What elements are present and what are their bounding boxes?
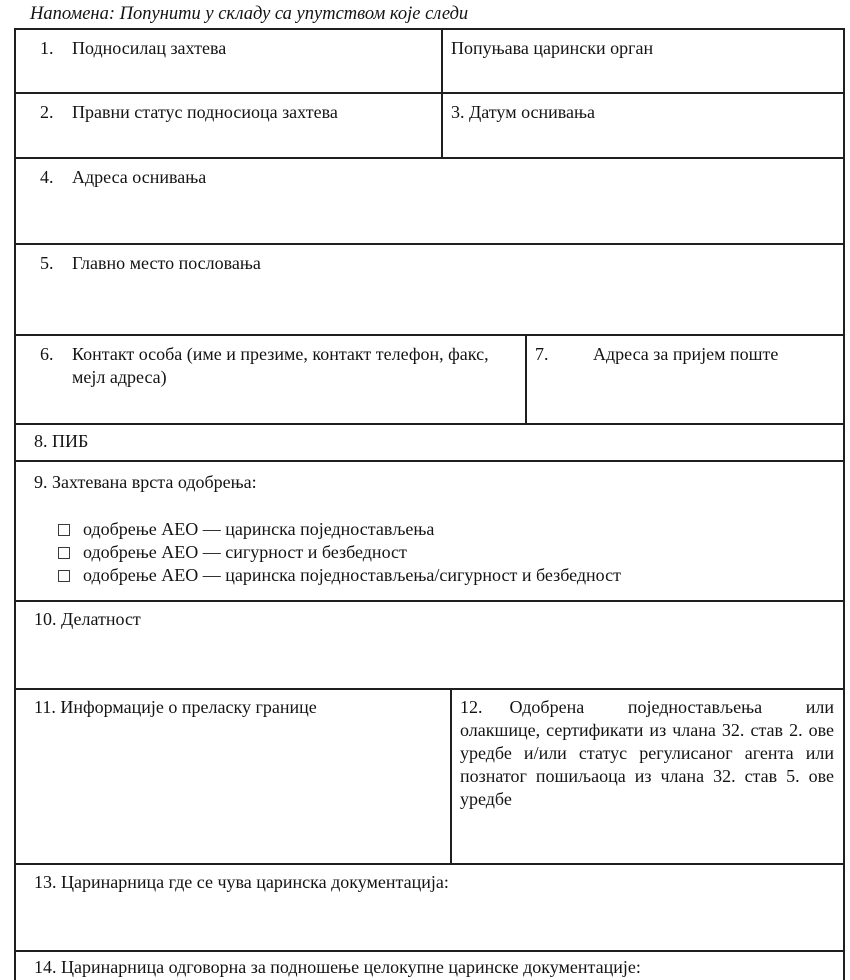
cell-12-granted-simplifications xyxy=(452,690,843,863)
cell-4-establishment-address xyxy=(16,159,843,243)
authorisation-options xyxy=(16,518,843,587)
cell-2-label: Правни статус подносиоца захтева xyxy=(72,102,338,122)
cell-2-legal-status xyxy=(16,94,443,157)
cell-11-border-crossing-info xyxy=(16,690,452,863)
cell-2-number: 2. xyxy=(40,102,54,122)
cell-7-number: 7. xyxy=(535,344,549,364)
cell-9-label: 9. Захтевана врста одобрења: xyxy=(34,472,257,492)
cell-13-label: 13. Царинарница где се чува царинска документација: xyxy=(34,872,449,892)
cell-5-main-place-of-business xyxy=(16,245,843,334)
checkbox-icon[interactable] xyxy=(58,570,70,582)
form-note: Напомена: Попунити у складу са упутством које следи xyxy=(30,4,469,24)
row-6 xyxy=(16,336,843,425)
option-aeo-combined xyxy=(58,564,843,587)
cell-1-label: Подносилац захтева xyxy=(72,38,227,58)
option-aeo-customs-simplifications xyxy=(58,518,843,541)
row-1 xyxy=(16,30,843,94)
cell-7-label: Адреса за пријем поште xyxy=(593,344,779,364)
cell-customs-label: Попуњава царински орган xyxy=(451,38,654,58)
cell-4-label: Адреса оснивања xyxy=(72,167,207,187)
option-label: одобрење АЕО — сигурност и безбедност xyxy=(83,542,407,562)
aeo-application-form-table xyxy=(14,28,845,980)
option-label: одобрење АЕО — царинска поједностављења/сигурност и безбедност xyxy=(83,565,621,585)
cell-6-contact-person xyxy=(16,336,527,423)
cell-12-number: 12. xyxy=(460,697,483,717)
cell-10-activity xyxy=(16,602,843,688)
cell-5-number: 5. xyxy=(40,253,54,273)
cell-13-customs-office-keeping-docs xyxy=(16,865,843,950)
cell-6-number: 6. xyxy=(40,344,54,364)
cell-14-customs-office-submitting-docs xyxy=(16,952,843,980)
cell-3-establishment-date xyxy=(443,94,843,157)
row-13 xyxy=(16,865,843,952)
cell-12-label: Одобрена поједностављења или олакшице, сертификати из члана 32. став 2. ове уредбе и/или статус регулисаног агента или познатог пошиљаоца из члана 32. став 5. ове уредбе xyxy=(460,697,834,809)
checkbox-icon[interactable] xyxy=(58,547,70,559)
row-14 xyxy=(16,952,843,980)
cell-10-label: 10. Делатност xyxy=(34,609,141,629)
cell-1-number: 1. xyxy=(40,38,54,58)
cell-4-number: 4. xyxy=(40,167,54,187)
row-11 xyxy=(16,690,843,865)
option-label: одобрење АЕО — царинска поједностављења xyxy=(83,519,435,539)
cell-9-requested-authorisation-type xyxy=(16,462,843,600)
cell-customs-authority-use xyxy=(443,30,843,92)
cell-7-mailing-address xyxy=(527,336,843,423)
cell-5-label: Главно место пословања xyxy=(72,253,261,273)
cell-14-label: 14. Царинарница одговорна за подношење целокупне царинске документације: xyxy=(34,957,641,977)
row-4 xyxy=(16,159,843,245)
cell-1-applicant xyxy=(16,30,443,92)
row-9 xyxy=(16,462,843,602)
row-2 xyxy=(16,94,843,159)
cell-11-label: 11. Информације о преласку границе xyxy=(34,697,317,717)
option-aeo-security-safety xyxy=(58,541,843,564)
cell-8-tax-id xyxy=(16,425,843,460)
cell-8-label: 8. ПИБ xyxy=(34,431,89,451)
row-10 xyxy=(16,602,843,690)
checkbox-icon[interactable] xyxy=(58,524,70,536)
row-5 xyxy=(16,245,843,336)
row-8 xyxy=(16,425,843,462)
cell-6-label: Контакт особа (име и презиме, контакт телефон, факс, мејл адреса) xyxy=(72,344,489,387)
cell-3-label: 3. Датум оснивања xyxy=(451,102,596,122)
